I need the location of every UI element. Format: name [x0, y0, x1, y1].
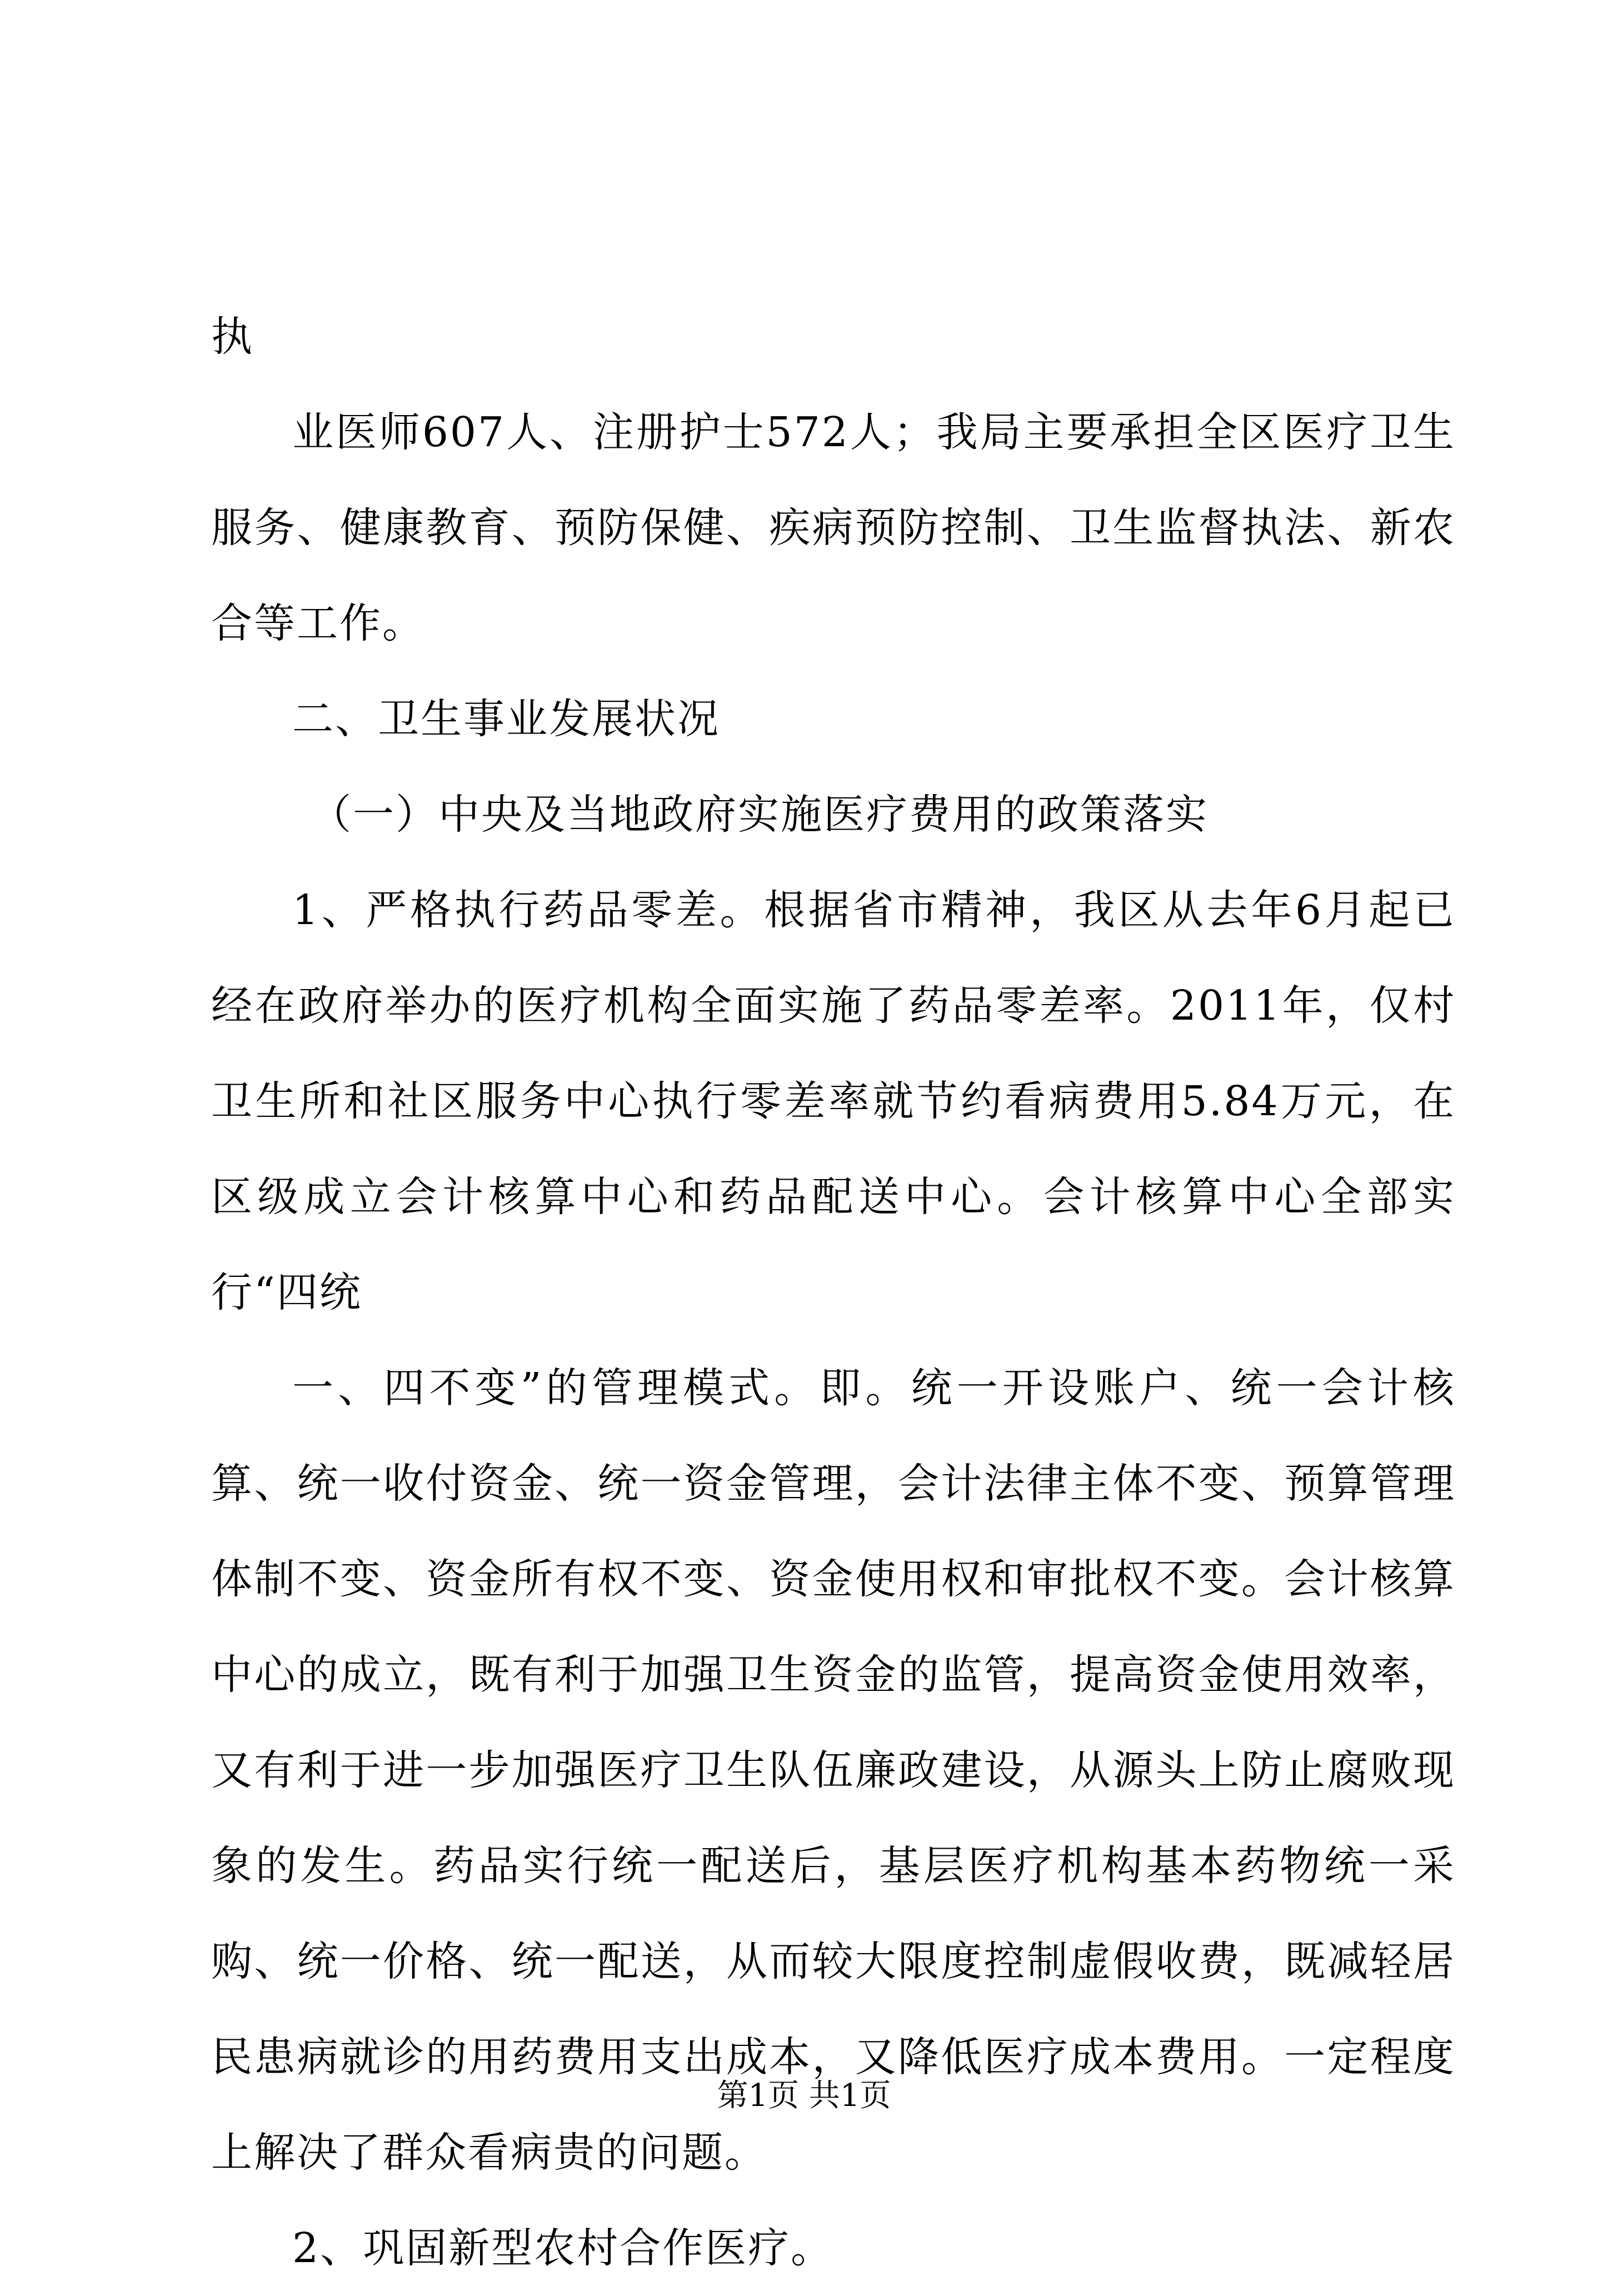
- paragraph-management-model: 一、四不变”的管理模式。即。统一开设账户、统一会计核算、统一收付资金、统一资金管理，会计法律主体不变、预算管理体制不变、资金所有权不变、资金使用权和审批权不变。会计核算中心的成立，既有利于加强卫生资金的监管，提高资金使用效率，又有利于进一步加强医疗卫生队伍廉政建设，从源头上防止腐败现象的发生。药品实行统一配送后，基层医疗机构基本药物统一采购、统一价格、统一配送，从而较大限度控制虚假收费，既减轻居民患病就诊的用药费用支出成本，又降低医疗成本费用。一定程度上解决了群众看病贵的问题。: [211, 1364, 1456, 2177]
- section-heading: 二、卫生事业发展状况: [292, 695, 720, 743]
- subsection-heading: （一）中央及当地政府实施医疗费用的政策落实: [310, 791, 1209, 838]
- paragraph-drug-zero-margin: 1、严格执行药品零差。根据省市精神，我区从去年6月起已经在政府举办的医疗机构全面实施了药品零差率。2011年，仅村卫生所和社区服务中心执行零差率就节约看病费用5.84万元，在区级成立会计核算中心和药品配送中心。会计核算中心全部实行“四统: [211, 886, 1456, 1316]
- page-number-footer: 第1页 共1页: [717, 2078, 891, 2114]
- paragraph-rural-cooperative-medical: 2、巩固新型农村合作医疗。: [292, 2224, 834, 2272]
- document-body: [211, 289, 1456, 2296]
- paragraph-fragment: 执: [211, 313, 254, 361]
- paragraph-staff-and-duties: 业医师607人、注册护士572人；我局主要承担全区医疗卫生服务、健康教育、预防保健、疾病预防控制、卫生监督执法、新农合等工作。: [211, 408, 1456, 647]
